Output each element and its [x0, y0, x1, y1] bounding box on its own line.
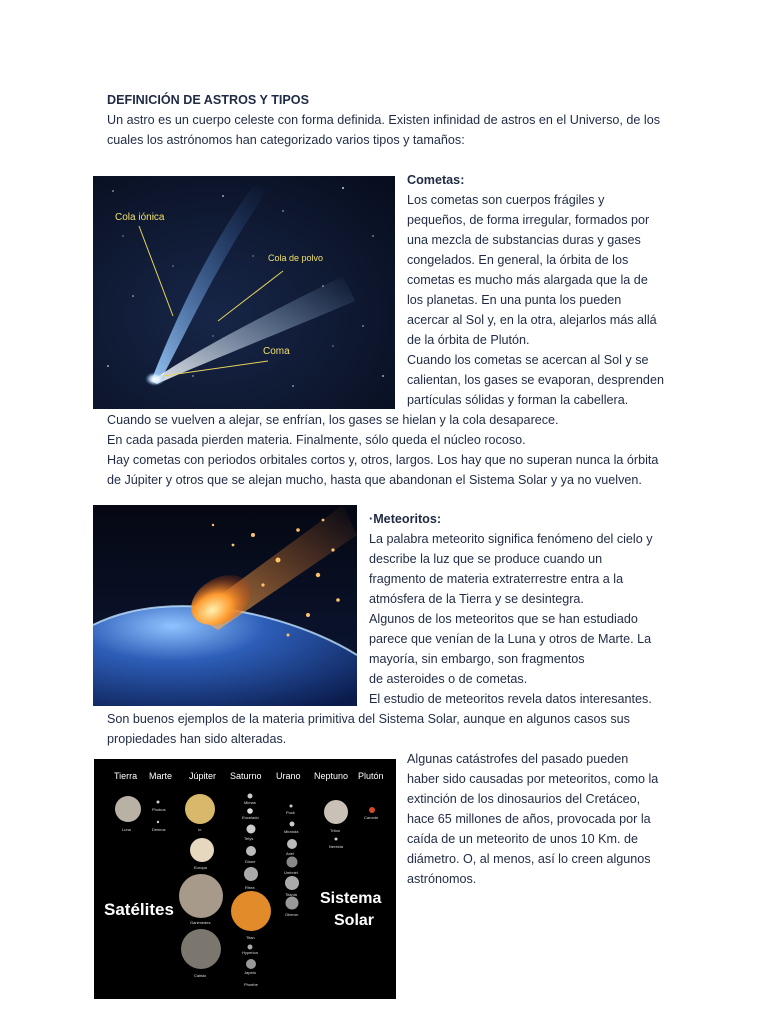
cometas-line-2: pequeños, de forma irregular, formados por — [407, 213, 650, 227]
meteoritos-line-7: mayoría, sin embargo, son fragmentos — [369, 652, 585, 666]
meteoritos-line-2: describe la luz que se produce cuando un — [369, 552, 603, 566]
moon-puck: Puck — [286, 810, 295, 815]
cometas-line-10: calientan, los gases se evaporan, desprenden — [407, 373, 664, 387]
meteoritos-extra-line-2: haber sido causadas por meteoritos, como la — [407, 772, 659, 786]
moon-triton: Triton — [330, 828, 341, 833]
moon-ganimedes: Ganimedes — [190, 920, 211, 925]
satellites-image — [94, 759, 396, 999]
cometas-line-7: acercar al Sol y, en la otra, alejarlos más allá — [407, 313, 657, 327]
planet-tierra: Tierra — [114, 771, 138, 781]
moon-dione: Dione — [245, 859, 256, 864]
label-solar: Solar — [334, 912, 375, 929]
cometas-line-4: congelados. En general, la órbita de los — [407, 253, 629, 267]
meteoritos-line-8: de asteroides o de cometas. — [369, 672, 528, 686]
meteoritos-line-3: fragmento de materia extraterrestre entra a la — [369, 572, 624, 586]
moon-io: Io — [198, 827, 202, 832]
cometas-heading: Cometas: — [407, 173, 465, 187]
moon-deimos: Deimos — [152, 827, 166, 832]
moon-europa: Europa — [194, 865, 207, 870]
label-sistema: Sistema — [320, 890, 382, 907]
cometas-line-1: Los cometas son cuerpos frágiles y — [407, 193, 605, 207]
meteoritos-full-line-1: Son buenos ejemplos de la materia primitiva del Sistema Solar, aunque en algunos casos sus — [107, 712, 630, 726]
cometas-full-line-3: Hay cometas con periodos orbitales cortos y, otros, largos. Los hay que no superan nunca la órbita — [107, 453, 659, 467]
meteoritos-line-4: atmósfera de la Tierra y se desintegra. — [369, 592, 584, 606]
moon-mimas: Mimas — [244, 800, 256, 805]
cometas-line-11: partículas sólidas y forman la cabellera. — [407, 393, 629, 407]
comet-image — [93, 176, 395, 409]
page-title: DEFINICIÓN DE ASTROS Y TIPOS — [107, 93, 309, 107]
moon-ariel: Ariel — [286, 851, 295, 856]
meteoritos-extra-line-3: extinción de los dinosaurios del Cretáceo, — [407, 792, 641, 806]
planet-urano: Urano — [276, 771, 301, 781]
meteoritos-extra-line-7: astrónomos. — [407, 872, 477, 886]
moon-tetys: Tetys — [244, 836, 254, 841]
moon-calisto: Calisto — [194, 973, 207, 978]
cometas-line-8: de la órbita de Plutón. — [407, 333, 530, 347]
cometas-line-6: los planetas. En una punta los pueden — [407, 293, 622, 307]
meteor-image — [93, 505, 357, 706]
meteoritos-extra-line-4: hace 65 millones de años, provocada por la — [407, 812, 651, 826]
moon-japeto: Japeto — [244, 970, 257, 975]
planet-pluton: Plutón — [358, 771, 384, 781]
planet-neptuno: Neptuno — [314, 771, 349, 781]
cometas-full-line-2: En cada pasada pierden materia. Finalmente, sólo queda el núcleo rocoso. — [107, 433, 526, 447]
meteoritos-line-6: parece que venían de la Luna y otros de Marte. La — [369, 632, 652, 646]
meteoritos-line-5: Algunos de los meteoritos que se han estudiado — [369, 612, 638, 626]
meteoritos-extra-line-1: Algunas catástrofes del pasado pueden — [407, 752, 629, 766]
cometas-line-5: cometas es mucho más alargada que la de — [407, 273, 648, 287]
moon-luna: Luna — [122, 827, 131, 832]
meteoritos-extra-line-5: caída de un meteorito de unos 10 Km. de — [407, 832, 639, 846]
label-satelites: Satélites — [104, 900, 174, 919]
intro-line-2: cuales los astrónomos han categorizado varios tipos y tamaños: — [107, 133, 465, 147]
cometas-full-line-4: de Júpiter y otros que se alejan mucho, hasta que abandonan el Sistema Solar y ya no vuelven. — [107, 473, 642, 487]
cometas-line-3: una mezcla de substancias duras y gases — [407, 233, 641, 247]
moon-titania: Titania — [285, 892, 297, 897]
moon-hyperion: Hyperion — [242, 950, 259, 955]
moon-encelado: Encelado — [242, 815, 259, 820]
meteoritos-full-line-2: propiedades han sido alteradas. — [107, 732, 287, 746]
label-cola-polvo: Cola de polvo — [268, 253, 324, 263]
planet-marte: Marte — [149, 771, 173, 781]
cometas-line-9: Cuando los cometas se acercan al Sol y se — [407, 353, 649, 367]
planet-jupiter: Júpiter — [189, 771, 217, 781]
label-cola-ionica: Cola iónica — [115, 212, 165, 223]
moon-phoebe: Phoebe — [244, 982, 258, 987]
moon-phobos: Phobos — [152, 807, 166, 812]
planet-saturno: Saturno — [230, 771, 262, 781]
moon-titan: Titan — [246, 935, 255, 940]
moon-rhea: Rhea — [245, 885, 255, 890]
label-coma: Coma — [263, 346, 290, 357]
meteoritos-line-1: La palabra meteorito significa fenómeno del cielo y — [369, 532, 653, 546]
moon-umbriel: Umbriel — [284, 870, 298, 875]
meteoritos-extra-line-6: diámetro. O, al menos, así lo creen algunos — [407, 852, 651, 866]
moon-caronte: Caronte — [364, 815, 379, 820]
cometas-full-line-1: Cuando se vuelven a alejar, se enfrían, los gases se hielan y la cola desaparece. — [107, 413, 559, 427]
meteoritos-heading: ·Meteoritos: — [369, 512, 442, 526]
moon-miranda: Miranda — [284, 829, 299, 834]
meteoritos-line-9: El estudio de meteoritos revela datos interesantes. — [369, 692, 652, 706]
moon-nereida: Nereida — [329, 844, 344, 849]
intro-line-1: Un astro es un cuerpo celeste con forma definida. Existen infinidad de astros en el Universo, de los — [107, 113, 661, 127]
moon-oberon: Oberon — [285, 912, 299, 917]
